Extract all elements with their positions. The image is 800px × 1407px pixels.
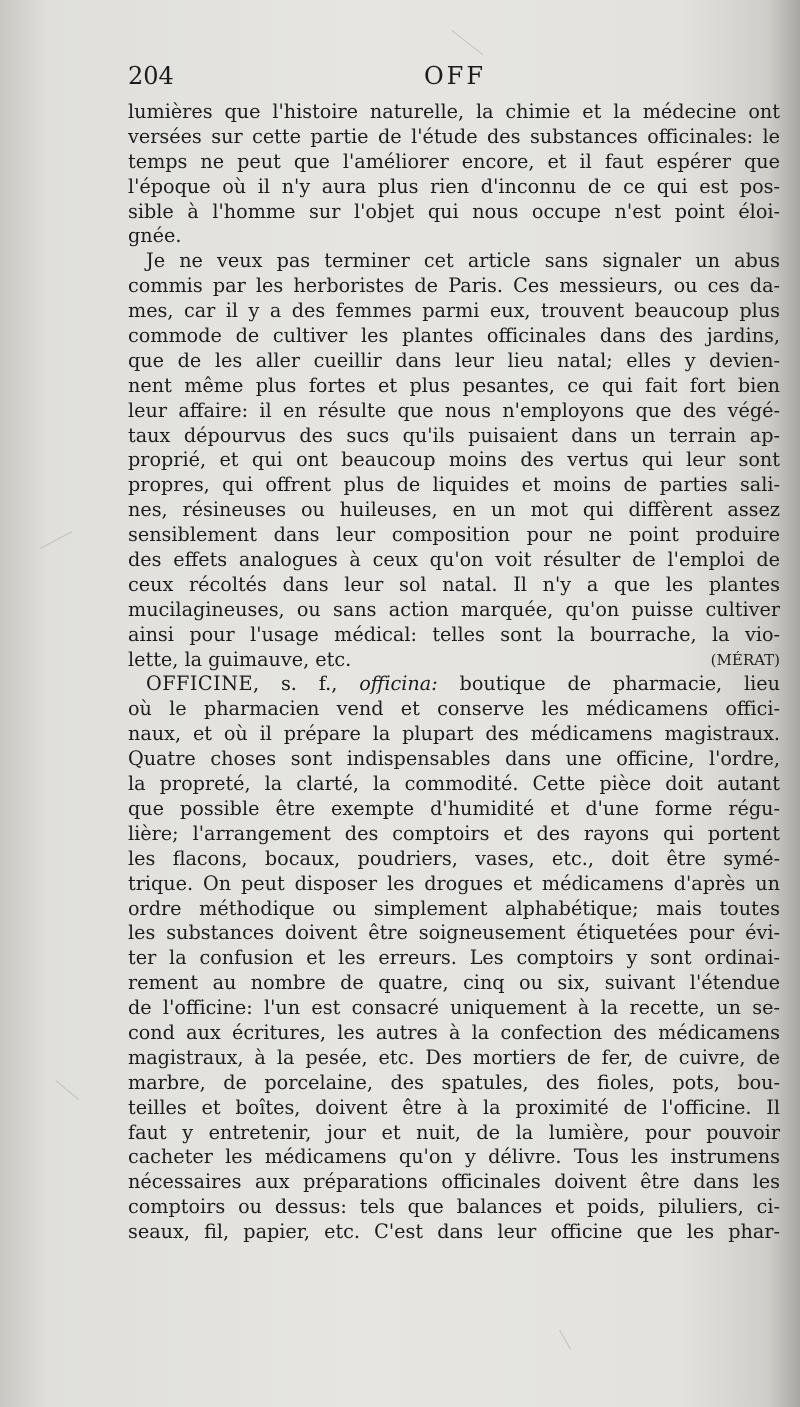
text-line: la propreté, la clarté, la commodité. Cette pièce doit autant: [128, 772, 780, 796]
running-head: OFF: [424, 62, 486, 90]
body-text: [128, 100, 780, 1245]
text-line: ceux récoltés dans leur sol natal. Il n'y a que les plantes: [128, 572, 780, 596]
text-line: teilles et boîtes, doivent être à la proximité de l'officine. Il: [128, 1095, 780, 1119]
page-number: 204: [128, 62, 174, 90]
text-line: naux, et où il prépare la plupart des médicamens magistraux.: [128, 722, 780, 746]
text-line: que de les aller cueillir dans leur lieu natal; elles y devien-: [128, 348, 780, 372]
entry-grammar: , s. f.,: [253, 672, 360, 696]
text-line: commode de cultiver les plantes officinales dans des jardins,: [128, 324, 780, 348]
paper-scratch: [55, 1080, 79, 1100]
entry-definition: boutique de pharmacie, lieu: [437, 672, 780, 696]
text-line: cacheter les médicamens qu'on y délivre. Tous les instrumens: [128, 1145, 780, 1169]
text-line: des effets analogues à ceux qu'on voit résulter de l'emploi de: [128, 548, 780, 572]
text-line-content: lette, la guimauve, etc.: [128, 647, 352, 671]
page-header: [128, 62, 776, 96]
text-line: ter la confusion et les erreurs. Les comptoirs y sont ordinai-: [128, 946, 780, 970]
text-line: seaux, fil, papier, etc. C'est dans leur officine que les phar-: [128, 1220, 780, 1244]
text-line: versées sur cette partie de l'étude des substances officinales: le: [128, 124, 780, 148]
text-line: de l'officine: l'un est consacré uniquement à la recette, un se-: [128, 996, 780, 1020]
text-line: cond aux écritures, les autres à la confection des médicamens: [128, 1020, 780, 1044]
text-line: lumières que l'histoire naturelle, la chimie et la médecine ont: [128, 100, 780, 123]
text-line: leur affaire: il en résulte que nous n'employons que des végé-: [128, 398, 780, 422]
text-line: Quatre choses sont indispensables dans une officine, l'ordre,: [128, 747, 780, 771]
text-line: sensiblement dans leur composition pour ne point produire: [128, 523, 780, 547]
text-line: [128, 672, 780, 697]
text-line: nent même plus fortes et plus pesantes, ce qui fait fort bien: [128, 373, 780, 397]
paper-scratch: [451, 30, 483, 55]
text-line: gnée.: [128, 224, 182, 248]
text-line: les flacons, bocaux, poudriers, vases, etc., doit être symé-: [128, 846, 780, 870]
text-line: temps ne peut que l'améliorer encore, et il faut espérer que: [128, 149, 780, 173]
text-line: magistraux, à la pesée, etc. Des mortiers de fer, de cuivre, de: [128, 1045, 780, 1069]
text-line: lière; l'arrangement des comptoirs et des rayons qui portent: [128, 821, 780, 845]
text-line: faut y entretenir, jour et nuit, de la lumière, pour pouvoir: [128, 1120, 780, 1144]
text-line: l'époque où il n'y aura plus rien d'inconnu de ce qui est pos-: [128, 174, 780, 198]
text-line: proprié, et qui ont beaucoup moins des vertus qui leur sont: [128, 448, 780, 472]
paper-scratch: [40, 531, 72, 549]
text-line: que possible être exempte d'humidité et d'une forme régu-: [128, 796, 780, 820]
entry-etymology: officina:: [359, 672, 438, 696]
text-line: ainsi pour l'usage médical: telles sont la bourrache, la vio-: [128, 622, 780, 646]
text-line: taux dépourvus des sucs qu'ils puisaient dans un terrain ap-: [128, 423, 780, 447]
text-line: ordre méthodique ou simplement alphabétique; mais toutes: [128, 896, 780, 920]
text-line: propres, qui offrent plus de liquides et moins de parties sali-: [128, 473, 780, 497]
text-line: nes, résineuses ou huileuses, en un mot qui diffèrent assez: [128, 498, 780, 522]
text-line: rement au nombre de quatre, cinq ou six, suivant l'étendue: [128, 971, 780, 995]
text-line: marbre, de porcelaine, des spatules, des fioles, pots, bou-: [128, 1070, 780, 1094]
text-line: comptoirs ou dessus: tels que balances et poids, piluliers, ci-: [128, 1195, 780, 1219]
text-line: trique. On peut disposer les drogues et médicamens d'après un: [128, 871, 780, 895]
text-line: commis par les herboristes de Paris. Ces messieurs, ou ces da-: [128, 274, 780, 298]
text-line: où le pharmacien vend et conserve les médicamens offici-: [128, 697, 780, 721]
text-line: mucilagineuses, ou sans action marquée, qu'on puisse cultiver: [128, 597, 780, 621]
text-line: mes, car il y a des femmes parmi eux, trouvent beaucoup plus: [128, 299, 780, 323]
text-line: Je ne veux pas terminer cet article sans signaler un abus: [146, 249, 780, 273]
text-line: les substances doivent être soigneusement étiquetées pour évi-: [128, 921, 780, 945]
paper-scratch: [559, 1330, 571, 1350]
text-line: sible à l'homme sur l'objet qui nous occupe n'est point éloi-: [128, 199, 780, 223]
entry-headword: OFFICINE: [146, 672, 253, 696]
text-line: nécessaires aux préparations officinales doivent être dans les: [128, 1170, 780, 1194]
author-signature: (MÉRAT): [710, 650, 780, 669]
text-line: [128, 648, 780, 673]
